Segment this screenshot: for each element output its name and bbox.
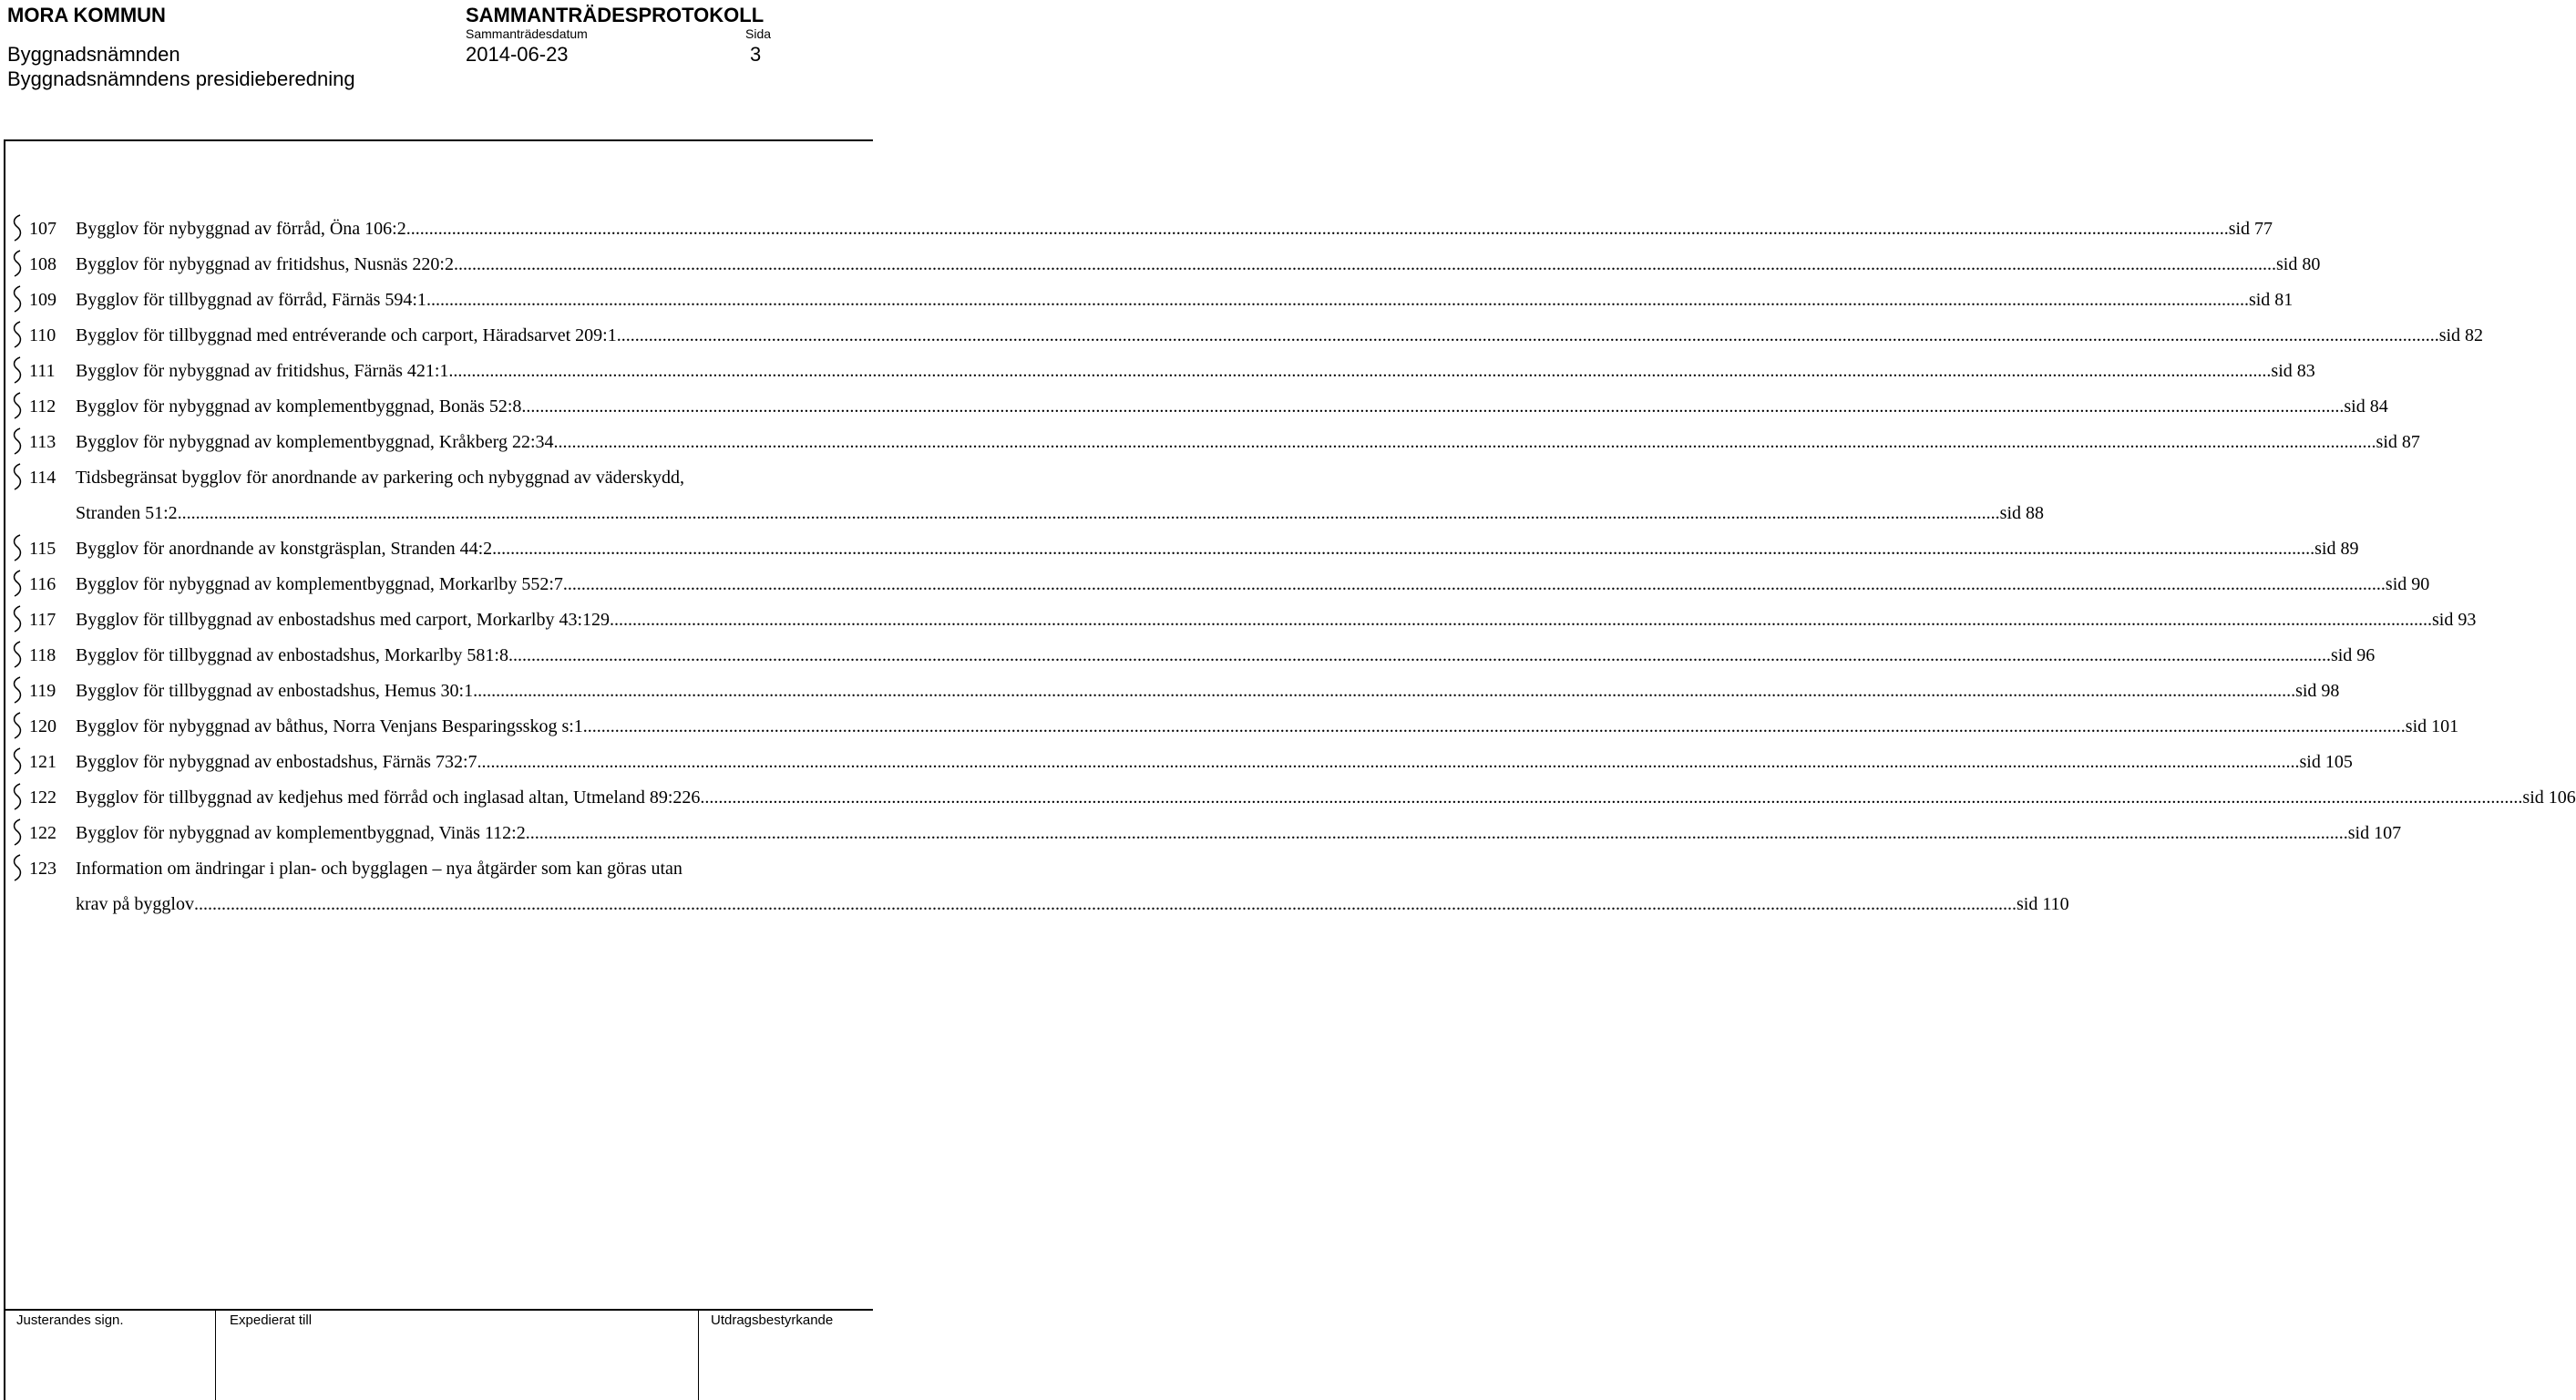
- toc-item-title: Bygglov för nybyggnad av komplementbyggnad, Bonäs 52:8: [76, 396, 522, 417]
- toc-item-title: Bygglov för nybyggnad av komplementbyggnad, Kråkberg 22:34: [76, 432, 554, 452]
- toc-item-page: sid 82: [2438, 325, 2484, 345]
- paragraph-marker-icon: [11, 214, 24, 240]
- toc-item-number: 113: [29, 432, 56, 452]
- toc-item-title: Bygglov för tillbyggnad med entréverande och carport, Häradsarvet 209:1: [76, 325, 617, 345]
- toc-item-title: Bygglov för tillbyggnad av enbostadshus, Morkarlby 581:8: [76, 645, 508, 665]
- toc-item-leader-dots: ................................................................................................................................................................................................................................................................................................................................................................................................................: [453, 254, 2276, 274]
- paragraph-marker-icon: [11, 250, 24, 275]
- date-label: Sammanträdesdatum: [466, 26, 588, 41]
- toc-item-number: 118: [29, 645, 56, 665]
- toc-item-number: 119: [29, 681, 56, 701]
- toc-item: [76, 715, 2459, 737]
- toc-item-leader-dots: ................................................................................................................................................................................................................................................................................................................................................................................................................: [177, 503, 2000, 523]
- toc-item-title: Bygglov för tillbyggnad av enbostadshus med carport, Morkarlby 43:129: [76, 610, 611, 630]
- toc-item-leader-dots: ................................................................................................................................................................................................................................................................................................................................................................................................................: [193, 894, 2017, 914]
- footer-top-rule: [4, 1309, 873, 1311]
- toc-item-page: sid 77: [2228, 219, 2273, 239]
- paragraph-marker-icon: [11, 676, 24, 702]
- toc-item: [76, 609, 2477, 631]
- paragraph-marker-icon: [11, 712, 24, 737]
- toc-item-page: sid 84: [2344, 396, 2388, 417]
- footer-certification-label: Utdragsbestyrkande: [711, 1312, 834, 1328]
- document-type: SAMMANTRÄDESPROTOKOLL: [466, 4, 765, 26]
- toc-item-number: 116: [29, 574, 56, 594]
- toc-item-number: 108: [29, 254, 56, 274]
- paragraph-marker-icon: [11, 605, 24, 631]
- toc-item-leader-dots: ................................................................................................................................................................................................................................................................................................................................................................................................................: [473, 681, 2296, 701]
- toc-item-title: krav på bygglov: [76, 894, 194, 914]
- toc-item-leader-dots: ................................................................................................................................................................................................................................................................................................................................................................................................................: [448, 361, 2272, 381]
- toc-item-title: Bygglov för tillbyggnad av enbostadshus, Hemus 30:1: [76, 681, 474, 701]
- toc-item-page: sid 89: [2314, 539, 2359, 559]
- toc-item-page: sid 93: [2432, 610, 2477, 630]
- subboard-name: Byggnadsnämndens presidieberedning: [7, 67, 355, 90]
- toc-item-title: Bygglov för tillbyggnad av kedjehus med förråd och inglasad altan, Utmeland 89:226: [76, 788, 701, 808]
- toc-item-number: 122: [29, 823, 56, 843]
- toc-item-leader-dots: ................................................................................................................................................................................................................................................................................................................................................................................................................: [562, 574, 2386, 594]
- toc-item-number: 120: [29, 716, 56, 736]
- toc-item-page: sid 80: [2275, 254, 2321, 274]
- paragraph-marker-icon: [11, 818, 24, 844]
- paragraph-marker-icon: [11, 783, 24, 808]
- toc-item-title: Bygglov för anordnande av konstgräsplan, Stranden 44:2: [76, 539, 493, 559]
- toc-item-number: 111: [29, 361, 56, 381]
- toc-item-page: sid 88: [1999, 503, 2044, 523]
- toc-item-number: 122: [29, 788, 56, 808]
- toc-item: [76, 324, 2484, 346]
- footer-divider-2: [698, 1309, 699, 1400]
- toc-item: [76, 431, 2420, 453]
- toc-item-number: 110: [29, 325, 56, 345]
- toc-item: [76, 396, 2388, 417]
- toc-item-page: sid 110: [2016, 894, 2069, 914]
- toc-item: [76, 360, 2315, 382]
- toc-item-leader-dots: ................................................................................................................................................................................................................................................................................................................................................................................................................: [405, 219, 2229, 239]
- footer-signature-label: Justerandes sign.: [16, 1312, 124, 1328]
- toc-item: [76, 502, 2044, 524]
- toc-item-number: 123: [29, 859, 56, 879]
- toc-item-number: 109: [29, 290, 56, 310]
- toc-item-page: sid 101: [2405, 716, 2459, 736]
- toc-item-number: 117: [29, 610, 56, 630]
- paragraph-marker-icon: [11, 463, 24, 489]
- toc-item-title: Bygglov för nybyggnad av båthus, Norra Venjans Besparingsskog s:1: [76, 716, 583, 736]
- toc-item-title-line1: Information om ändringar i plan- och bygglagen – nya åtgärder som kan göras utan: [76, 859, 682, 879]
- toc-item: [76, 787, 2576, 808]
- toc-item-title: Bygglov för nybyggnad av förråd, Öna 106:2: [76, 219, 406, 239]
- toc-item: [76, 289, 2294, 311]
- page-number: 3: [750, 43, 762, 66]
- toc-item-leader-dots: ................................................................................................................................................................................................................................................................................................................................................................................................................: [610, 610, 2433, 630]
- toc-item-number: 115: [29, 539, 56, 559]
- toc-item-title-line1: Tidsbegränsat bygglov för anordnande av parkering och nybyggnad av väderskydd,: [76, 468, 684, 488]
- toc-item: [76, 644, 2376, 666]
- toc-item-leader-dots: ................................................................................................................................................................................................................................................................................................................................................................................................................: [582, 716, 2406, 736]
- frame-left-rule: [4, 139, 5, 1400]
- toc-item: [76, 893, 2069, 915]
- toc-item-page: sid 98: [2295, 681, 2340, 701]
- toc-item-leader-dots: ................................................................................................................................................................................................................................................................................................................................................................................................................: [426, 290, 2249, 310]
- toc-item-number: 114: [29, 468, 56, 488]
- toc-item-page: sid 90: [2385, 574, 2430, 594]
- toc-item-page: sid 83: [2271, 361, 2315, 381]
- toc-item-leader-dots: ................................................................................................................................................................................................................................................................................................................................................................................................................: [616, 325, 2439, 345]
- toc-item-leader-dots: ................................................................................................................................................................................................................................................................................................................................................................................................................: [521, 396, 2345, 417]
- footer-sent-to-label: Expedierat till: [230, 1312, 313, 1328]
- paragraph-marker-icon: [11, 534, 24, 560]
- paragraph-marker-icon: [11, 285, 24, 311]
- toc-item-number: 121: [29, 752, 56, 772]
- toc-item-page: sid 96: [2330, 645, 2376, 665]
- toc-item-number: 107: [29, 219, 56, 239]
- toc-item-title: Bygglov för nybyggnad av fritidshus, Färnäs 421:1: [76, 361, 449, 381]
- toc-item-page: sid 107: [2347, 823, 2402, 843]
- paragraph-marker-icon: [11, 747, 24, 773]
- paragraph-marker-icon: [11, 356, 24, 382]
- board-name: Byggnadsnämnden: [7, 43, 180, 66]
- toc-item: [76, 680, 2340, 702]
- toc-item-leader-dots: ................................................................................................................................................................................................................................................................................................................................................................................................................: [508, 645, 2331, 665]
- toc-item: [76, 253, 2321, 275]
- toc-item-page: sid 81: [2248, 290, 2294, 310]
- toc-item-title: Bygglov för nybyggnad av enbostadshus, Färnäs 732:7: [76, 752, 477, 772]
- toc-item-title: Bygglov för nybyggnad av komplementbyggnad, Vinäs 112:2: [76, 823, 526, 843]
- meeting-date: 2014-06-23: [466, 43, 569, 66]
- toc-item: [76, 218, 2273, 240]
- toc-item-page: sid 87: [2376, 432, 2420, 452]
- toc-item-leader-dots: ................................................................................................................................................................................................................................................................................................................................................................................................................: [492, 539, 2315, 559]
- toc-item-page: sid 106: [2522, 788, 2576, 808]
- frame-top-rule: [4, 139, 873, 141]
- toc-item-leader-dots: ................................................................................................................................................................................................................................................................................................................................................................................................................: [525, 823, 2348, 843]
- toc-item-title: Bygglov för nybyggnad av fritidshus, Nusnäs 220:2: [76, 254, 454, 274]
- footer-divider-1: [215, 1309, 216, 1400]
- toc-item: [76, 751, 2353, 773]
- toc-item: [76, 573, 2430, 595]
- paragraph-marker-icon: [11, 570, 24, 595]
- organization-name: MORA KOMMUN: [7, 4, 166, 26]
- toc-item-page: sid 105: [2299, 752, 2353, 772]
- toc-item-title: Bygglov för tillbyggnad av förråd, Färnäs 594:1: [76, 290, 426, 310]
- toc-item-leader-dots: ................................................................................................................................................................................................................................................................................................................................................................................................................: [477, 752, 2300, 772]
- paragraph-marker-icon: [11, 392, 24, 417]
- paragraph-marker-icon: [11, 641, 24, 666]
- paragraph-marker-icon: [11, 854, 24, 880]
- toc-item-leader-dots: ................................................................................................................................................................................................................................................................................................................................................................................................................: [553, 432, 2376, 452]
- toc-item: [76, 822, 2402, 844]
- toc-item-leader-dots: ................................................................................................................................................................................................................................................................................................................................................................................................................: [700, 788, 2523, 808]
- page-label: Sida: [745, 26, 772, 41]
- toc-item-title: Stranden 51:2: [76, 503, 178, 523]
- paragraph-marker-icon: [11, 427, 24, 453]
- toc-item-number: 112: [29, 396, 56, 417]
- toc-item-title: Bygglov för nybyggnad av komplementbyggnad, Morkarlby 552:7: [76, 574, 563, 594]
- paragraph-marker-icon: [11, 321, 24, 346]
- toc-item: [76, 538, 2359, 560]
